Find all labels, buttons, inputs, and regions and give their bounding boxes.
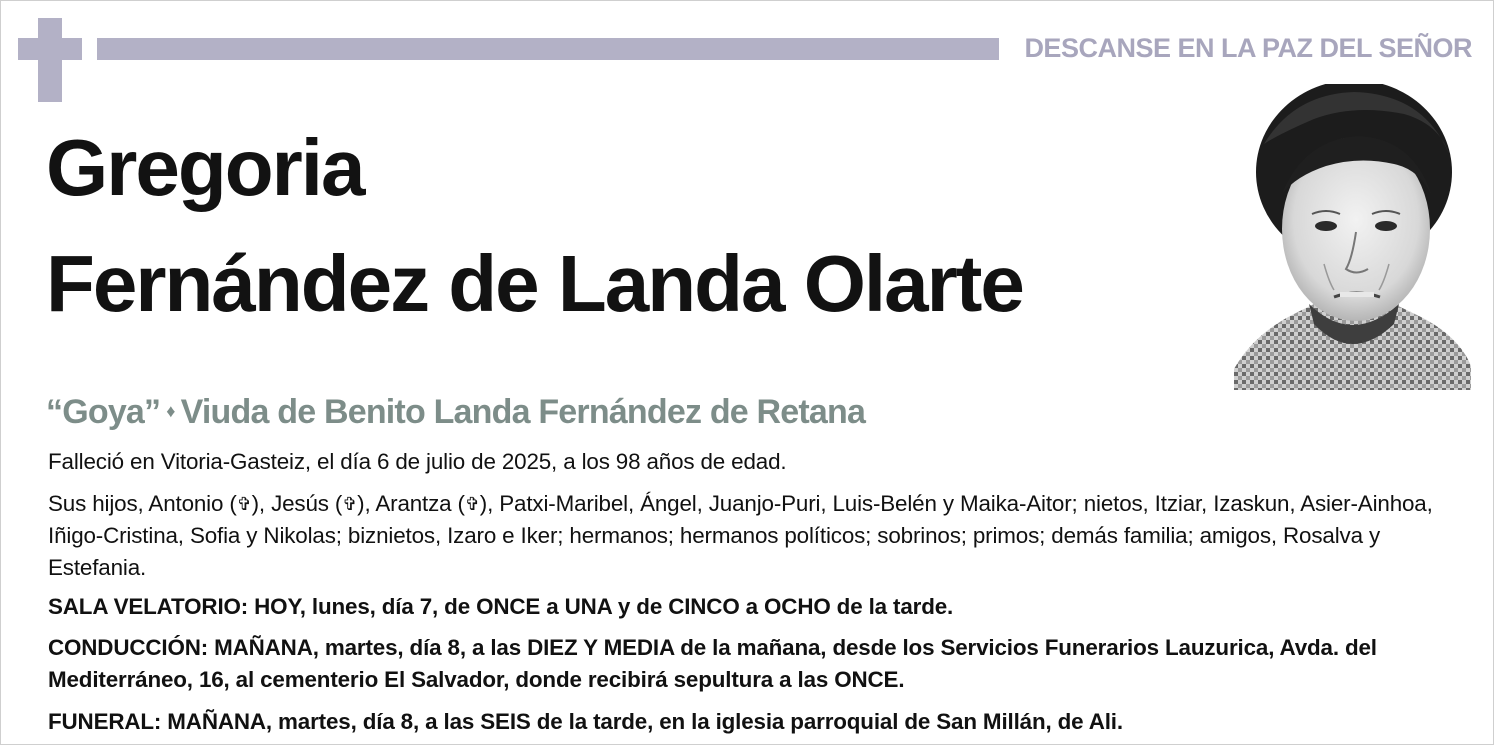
deceased-cross-icon: ✞ [236,494,252,514]
cross-icon-horizontal [18,38,82,60]
widow-of: Viuda de Benito Landa Fernández de Retana [180,393,866,431]
procession-info: CONDUCCIÓN: MAÑANA, martes, día 8, a las DIEZ Y MEDIA de la mañana, desde los Servicios Funerarios Lauzurica, Avda. del Mediterráneo, 16, al cementerio El Salvador, donde recibirá sepultura a las ONCE. [48,635,1377,692]
header-banner: DESCANSE EN LA PAZ DEL SEÑOR [1024,33,1472,63]
funeral-info: FUNERAL: MAÑANA, martes, día 8, a las SEIS de la tarde, en la iglesia parroquial de San Millán, de Ali. [48,709,1123,734]
deceased-first-name: Gregoria [46,123,364,212]
wake-info: SALA VELATORIO: HOY, lunes, día 7, de ONCE a UNA y de CINCO a OCHO de la tarde. [48,594,954,619]
deceased-cross-icon: ✞ [342,494,358,514]
deceased-cross-icon: ✞ [464,494,480,514]
deceased-surnames: Fernández de Landa Olarte [46,239,1023,328]
portrait-photo [1234,84,1471,390]
family-list: Sus hijos, Antonio (✞), Jesús (✞), Arantza (✞), Patxi-Maribel, Ángel, Juanjo-Puri, Luis-Belén y Maika-Aitor; nietos, Itziar, Izaskun, Asier-Ainhoa, Iñigo-Cristina, Sofia y Nikolas; biznietos, Izaro e Iker; hermanos; hermanos políticos; sobrinos; primos; demás familia; amigos, Rosalva y Estefania. [48,488,1468,584]
subtitle-line [46,393,865,432]
death-notice: Falleció en Vitoria-Gasteiz, el día 6 de julio de 2025, a los 98 años de edad. [48,449,787,474]
cross-icon-vertical [38,18,62,102]
header-rule [97,38,999,60]
nickname: “Goya” [46,393,161,431]
diamond-separator-icon: ♦ [166,401,175,421]
